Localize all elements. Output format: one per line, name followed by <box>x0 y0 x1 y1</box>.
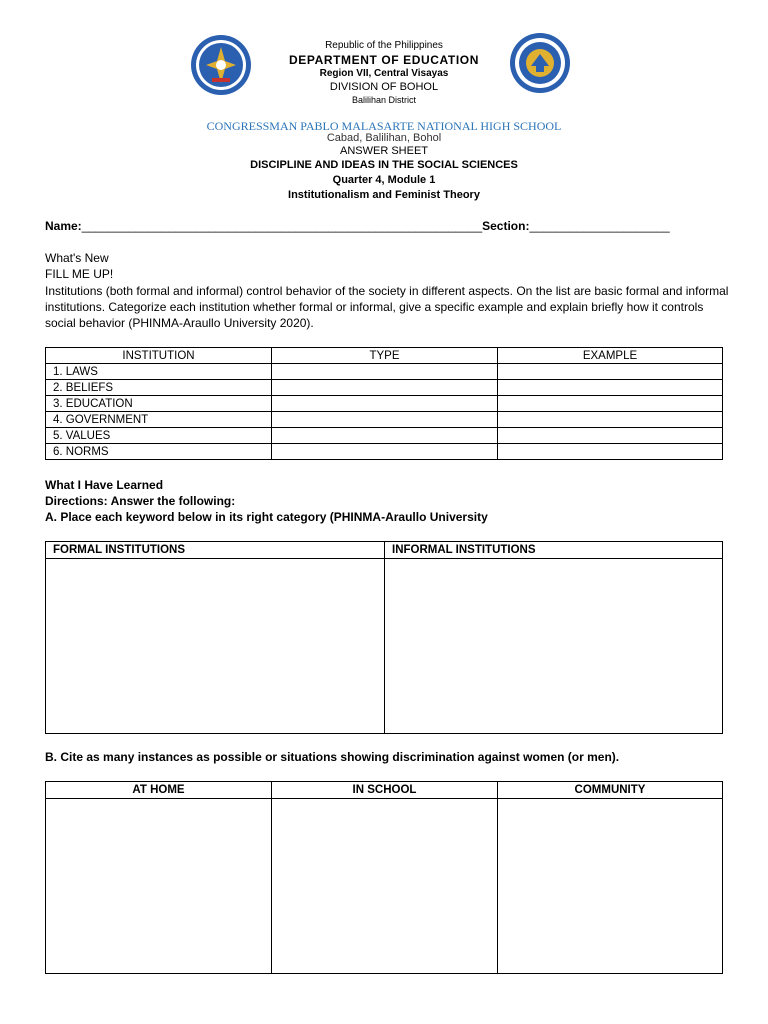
column-header-institution: INSTITUTION <box>46 348 272 364</box>
type-answer-cell[interactable] <box>272 396 498 412</box>
community-answer-cell[interactable] <box>498 799 723 974</box>
informal-answer-cell[interactable] <box>385 559 723 734</box>
table-row <box>46 428 723 444</box>
name-section-line <box>45 219 670 233</box>
school-name: CONGRESSMAN PABLO MALASARTE NATIONAL HIGH SCHOOL <box>206 119 562 133</box>
name-label: Name: <box>45 219 82 233</box>
activity-instructions: Institutions (both formal and informal) control behavior of the society in different aspects. On the list are basic formal and informal institutions. Categorize each institution whether formal or informal, give a specific example and explain briefly how it controls social behavior (PHINMA-Araullo University 2020). <box>45 284 729 330</box>
institution-cell: 3. EDUCATION <box>46 396 272 412</box>
example-answer-cell[interactable] <box>498 428 723 444</box>
division-line: DIVISION OF BOHOL <box>329 81 439 93</box>
column-header-community: COMMUNITY <box>498 782 723 799</box>
column-header-example: EXAMPLE <box>498 348 723 364</box>
table-row <box>46 444 723 460</box>
discrimination-table <box>45 781 723 974</box>
column-header-at-home: AT HOME <box>46 782 272 799</box>
at-home-answer-cell[interactable] <box>46 799 272 974</box>
quarter-module: Quarter 4, Module 1 <box>332 174 436 186</box>
name-blank[interactable]: ____________________________________________________________ <box>81 219 483 233</box>
whats-new-heading: What's New <box>45 251 109 265</box>
table-row <box>46 380 723 396</box>
what-i-have-learned-heading: What I Have Learned <box>45 478 164 492</box>
column-header-formal: FORMAL INSTITUTIONS <box>46 542 385 559</box>
table-row <box>46 396 723 412</box>
type-answer-cell[interactable] <box>272 364 498 380</box>
example-answer-cell[interactable] <box>498 380 723 396</box>
activity-title: FILL ME UP! <box>45 267 114 281</box>
table-header-row <box>46 348 723 364</box>
institution-cell: 2. BELIEFS <box>46 380 272 396</box>
formal-answer-cell[interactable] <box>46 559 385 734</box>
table-row <box>46 559 723 734</box>
sheet-title: ANSWER SHEET <box>339 145 428 157</box>
example-answer-cell[interactable] <box>498 364 723 380</box>
in-school-answer-cell[interactable] <box>272 799 498 974</box>
directions-text: Directions: Answer the following: <box>45 494 236 508</box>
subject-title: DISCIPLINE AND IDEAS IN THE SOCIAL SCIENCES <box>250 159 518 171</box>
column-header-type: TYPE <box>272 348 498 364</box>
column-header-in-school: IN SCHOOL <box>272 782 498 799</box>
section-blank[interactable]: _____________________ <box>529 219 670 233</box>
column-header-informal: INFORMAL INSTITUTIONS <box>385 542 723 559</box>
section-label: Section: <box>482 219 530 233</box>
type-answer-cell[interactable] <box>272 428 498 444</box>
table-row <box>46 412 723 428</box>
institution-cell: 1. LAWS <box>46 364 272 380</box>
topic-title: Institutionalism and Feminist Theory <box>288 189 480 201</box>
school-address: Cabad, Balilihan, Bohol <box>326 132 442 144</box>
example-answer-cell[interactable] <box>498 396 723 412</box>
table-row <box>46 364 723 380</box>
district-line: Balilihan District <box>351 95 417 105</box>
part-a-instruction: A. Place each keyword below in its right category (PHINMA-Araullo University <box>45 510 488 524</box>
part-b-instruction: B. Cite as many instances as possible or situations showing discrimination against women (or men). <box>45 750 620 764</box>
table-header-row <box>46 542 723 559</box>
type-answer-cell[interactable] <box>272 444 498 460</box>
type-answer-cell[interactable] <box>272 380 498 396</box>
institution-table <box>45 347 723 460</box>
formal-informal-table <box>45 541 723 734</box>
table-header-row <box>46 782 723 799</box>
department-title: DEPARTMENT OF EDUCATION <box>288 53 479 67</box>
type-answer-cell[interactable] <box>272 412 498 428</box>
institution-cell: 4. GOVERNMENT <box>46 412 272 428</box>
institution-cell: 6. NORMS <box>46 444 272 460</box>
table-row <box>46 799 723 974</box>
example-answer-cell[interactable] <box>498 444 723 460</box>
institution-cell: 5. VALUES <box>46 428 272 444</box>
region-line: Region VII, Central Visayas <box>319 68 449 79</box>
example-answer-cell[interactable] <box>498 412 723 428</box>
republic-line: Republic of the Philippines <box>325 40 443 51</box>
